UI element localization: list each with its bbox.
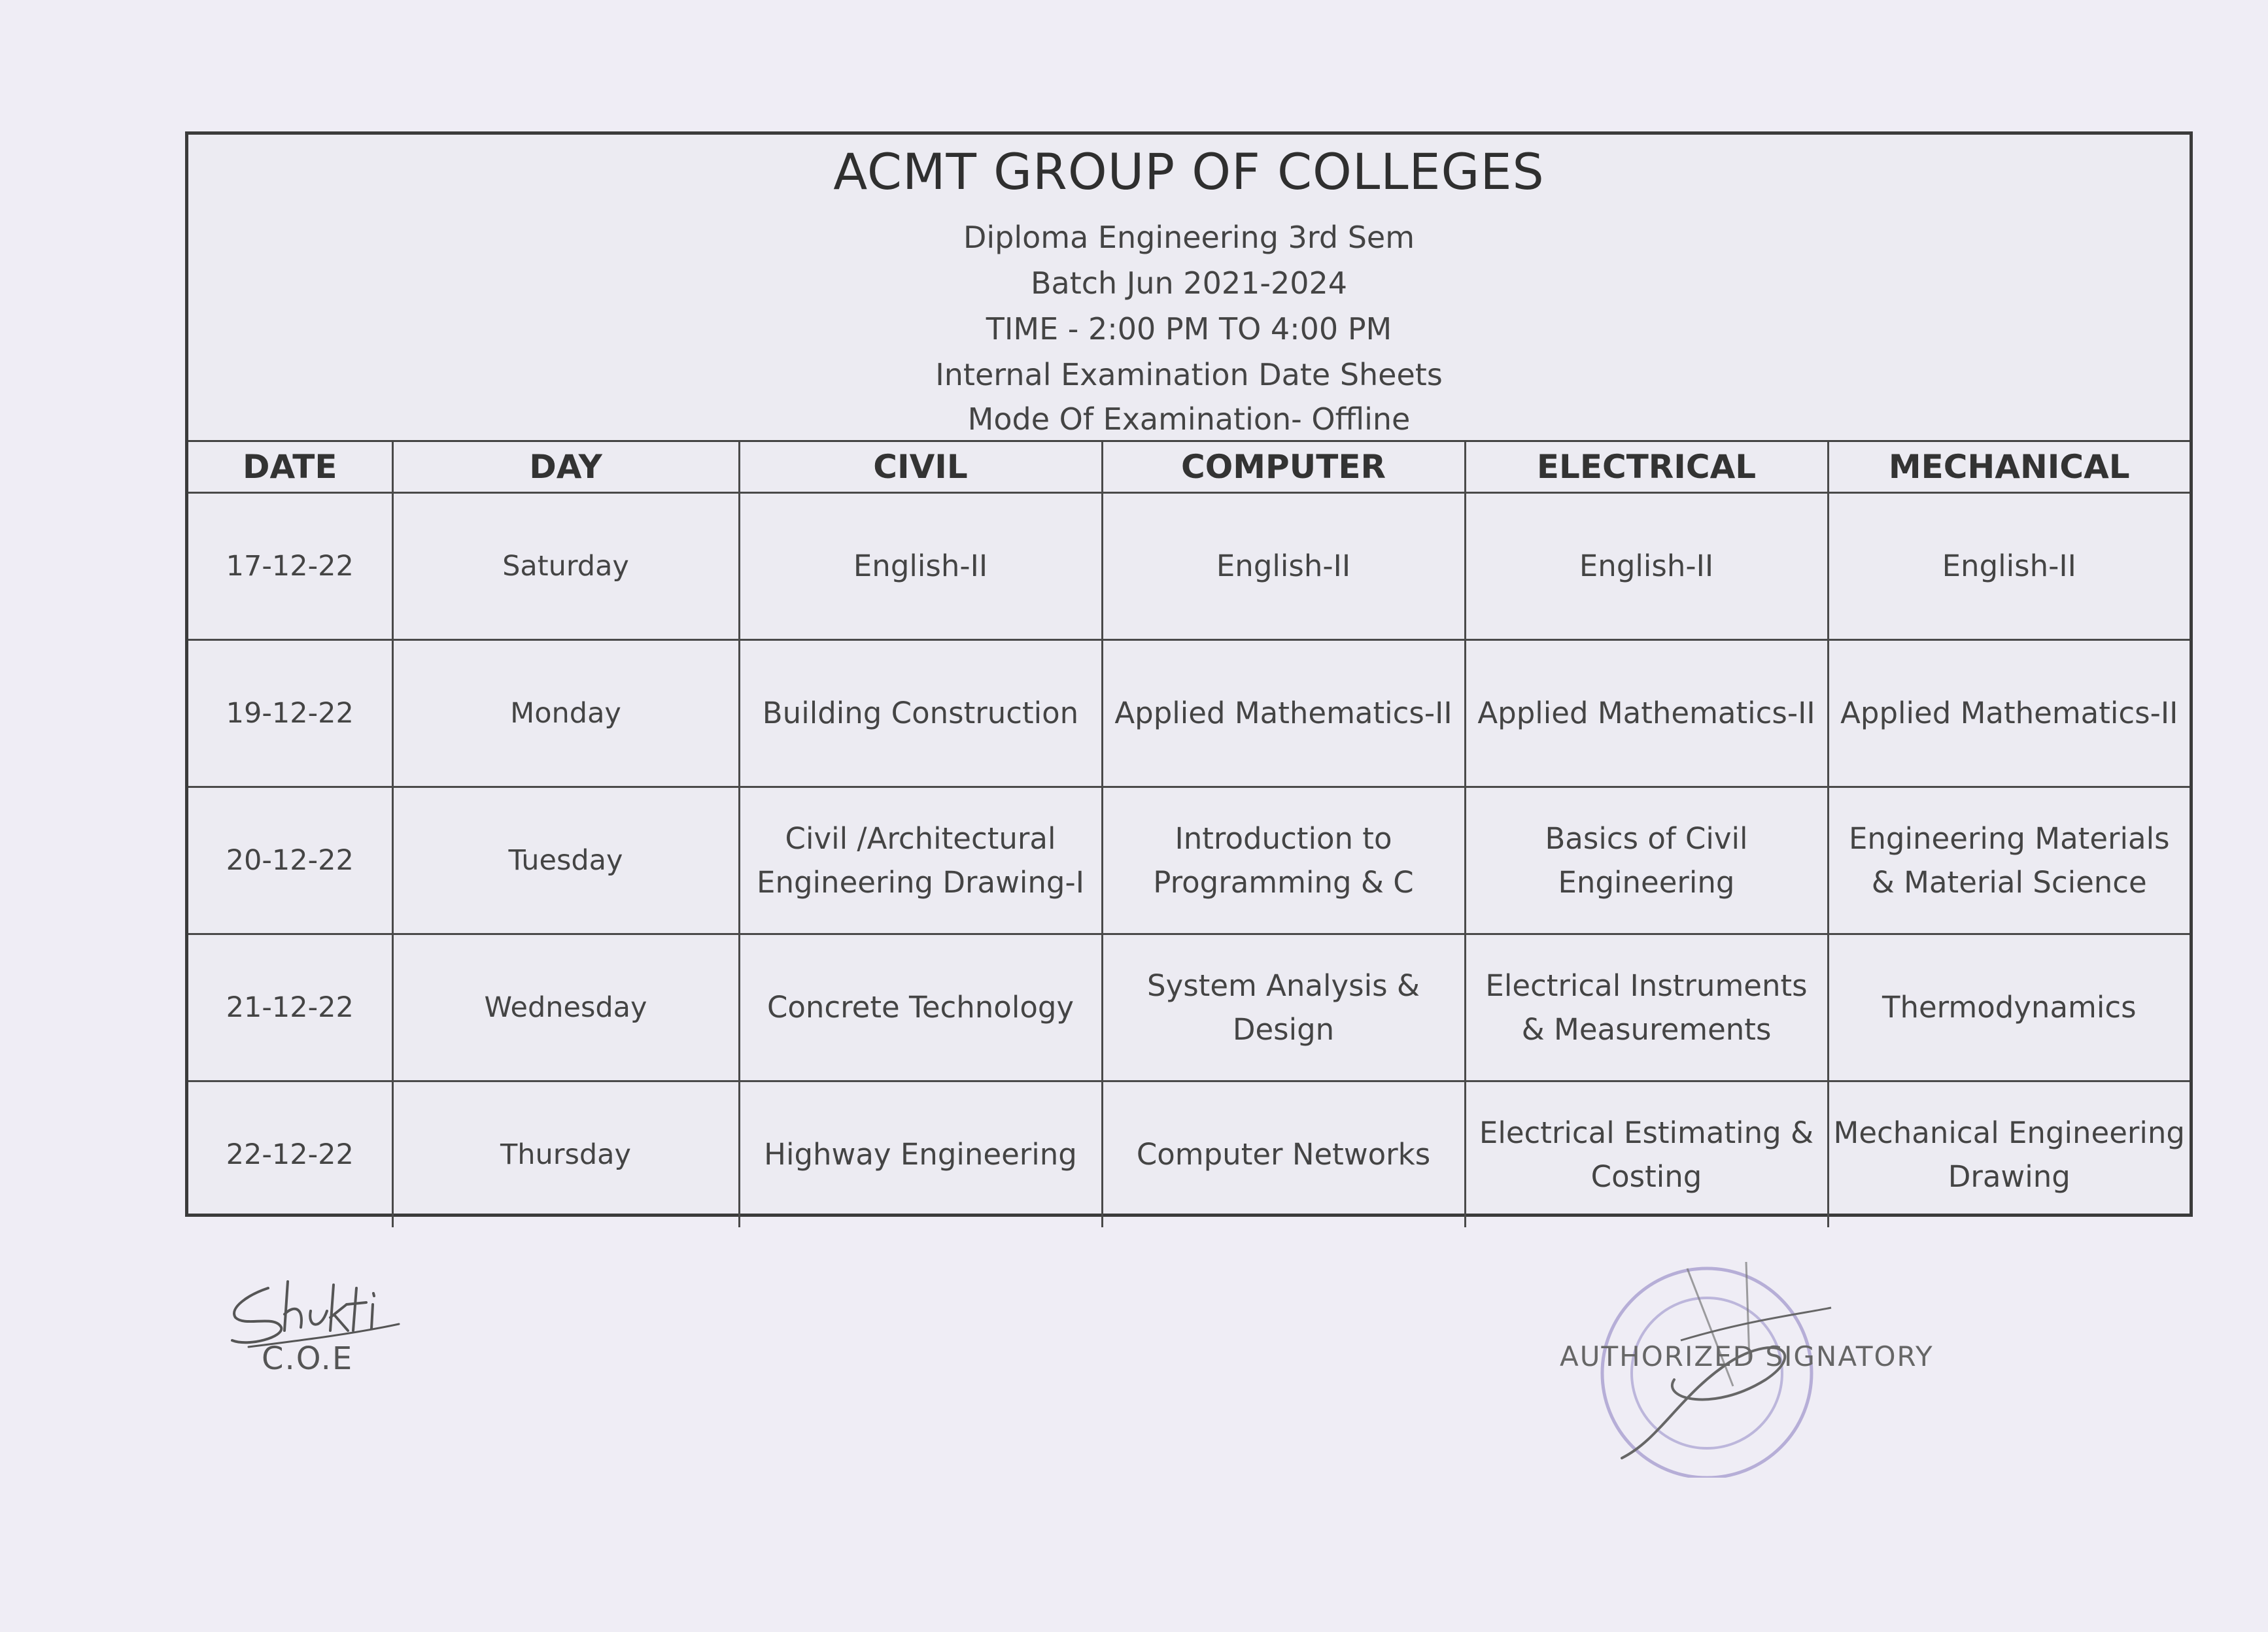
electrical-subject-cell: Electrical Instruments & Measurements bbox=[1465, 934, 1828, 1081]
time-line: TIME - 2:00 PM TO 4:00 PM bbox=[986, 311, 1392, 347]
table-header-row bbox=[188, 442, 2190, 493]
civil-subject-cell: English-II bbox=[739, 493, 1102, 640]
mode-line: Mode Of Examination- Offline bbox=[967, 401, 1411, 437]
program-line: Diploma Engineering 3rd Sem bbox=[963, 220, 1415, 255]
college-title: ACMT GROUP OF COLLEGES bbox=[833, 143, 1545, 201]
table-row bbox=[188, 640, 2190, 787]
day-cell: Monday bbox=[392, 640, 739, 787]
column-header-day: DAY bbox=[392, 442, 739, 493]
computer-subject-cell: Introduction to Programming & C bbox=[1102, 787, 1465, 934]
day-cell: Thursday bbox=[392, 1081, 739, 1228]
batch-line: Batch Jun 2021-2024 bbox=[1030, 265, 1348, 301]
civil-subject-cell: Concrete Technology bbox=[739, 934, 1102, 1081]
column-header-mechanical: MECHANICAL bbox=[1828, 442, 2190, 493]
civil-subject-cell: Highway Engineering bbox=[739, 1081, 1102, 1228]
mechanical-subject-cell: Mechanical Engineering Drawing bbox=[1828, 1081, 2190, 1228]
table-row bbox=[188, 1081, 2190, 1228]
column-header-date: DATE bbox=[188, 442, 392, 493]
authorized-signatory-label: AUTHORIZED SIGNATORY bbox=[1560, 1340, 1934, 1372]
date-cell: 21-12-22 bbox=[188, 934, 392, 1081]
column-header-computer: COMPUTER bbox=[1102, 442, 1465, 493]
mechanical-subject-cell: Thermodynamics bbox=[1828, 934, 2190, 1081]
day-cell: Tuesday bbox=[392, 787, 739, 934]
electrical-subject-cell: English-II bbox=[1465, 493, 1828, 640]
date-sheet bbox=[185, 131, 2193, 1217]
computer-subject-cell: Applied Mathematics-II bbox=[1102, 640, 1465, 787]
coe-label: C.O.E bbox=[262, 1340, 354, 1377]
electrical-subject-cell: Applied Mathematics-II bbox=[1465, 640, 1828, 787]
date-cell: 22-12-22 bbox=[188, 1081, 392, 1228]
computer-subject-cell: English-II bbox=[1102, 493, 1465, 640]
civil-subject-cell: Building Construction bbox=[739, 640, 1102, 787]
computer-subject-cell: Computer Networks bbox=[1102, 1081, 1465, 1228]
date-cell: 20-12-22 bbox=[188, 787, 392, 934]
electrical-subject-cell: Basics of Civil Engineering bbox=[1465, 787, 1828, 934]
column-header-electrical: ELECTRICAL bbox=[1465, 442, 1828, 493]
mechanical-subject-cell: English-II bbox=[1828, 493, 2190, 640]
day-cell: Wednesday bbox=[392, 934, 739, 1081]
sheet-type-line: Internal Examination Date Sheets bbox=[935, 357, 1443, 392]
mechanical-subject-cell: Engineering Materials & Material Science bbox=[1828, 787, 2190, 934]
electrical-subject-cell: Electrical Estimating & Costing bbox=[1465, 1081, 1828, 1228]
date-cell: 19-12-22 bbox=[188, 640, 392, 787]
column-header-civil: CIVIL bbox=[739, 442, 1102, 493]
day-cell: Saturday bbox=[392, 493, 739, 640]
computer-subject-cell: System Analysis & Design bbox=[1102, 934, 1465, 1081]
exam-table bbox=[188, 442, 2190, 1227]
sheet-header bbox=[188, 135, 2190, 442]
mechanical-subject-cell: Applied Mathematics-II bbox=[1828, 640, 2190, 787]
civil-subject-cell: Civil /Architectural Engineering Drawing-I bbox=[739, 787, 1102, 934]
table-row bbox=[188, 493, 2190, 640]
table-row bbox=[188, 787, 2190, 934]
date-cell: 17-12-22 bbox=[188, 493, 392, 640]
table-row bbox=[188, 934, 2190, 1081]
